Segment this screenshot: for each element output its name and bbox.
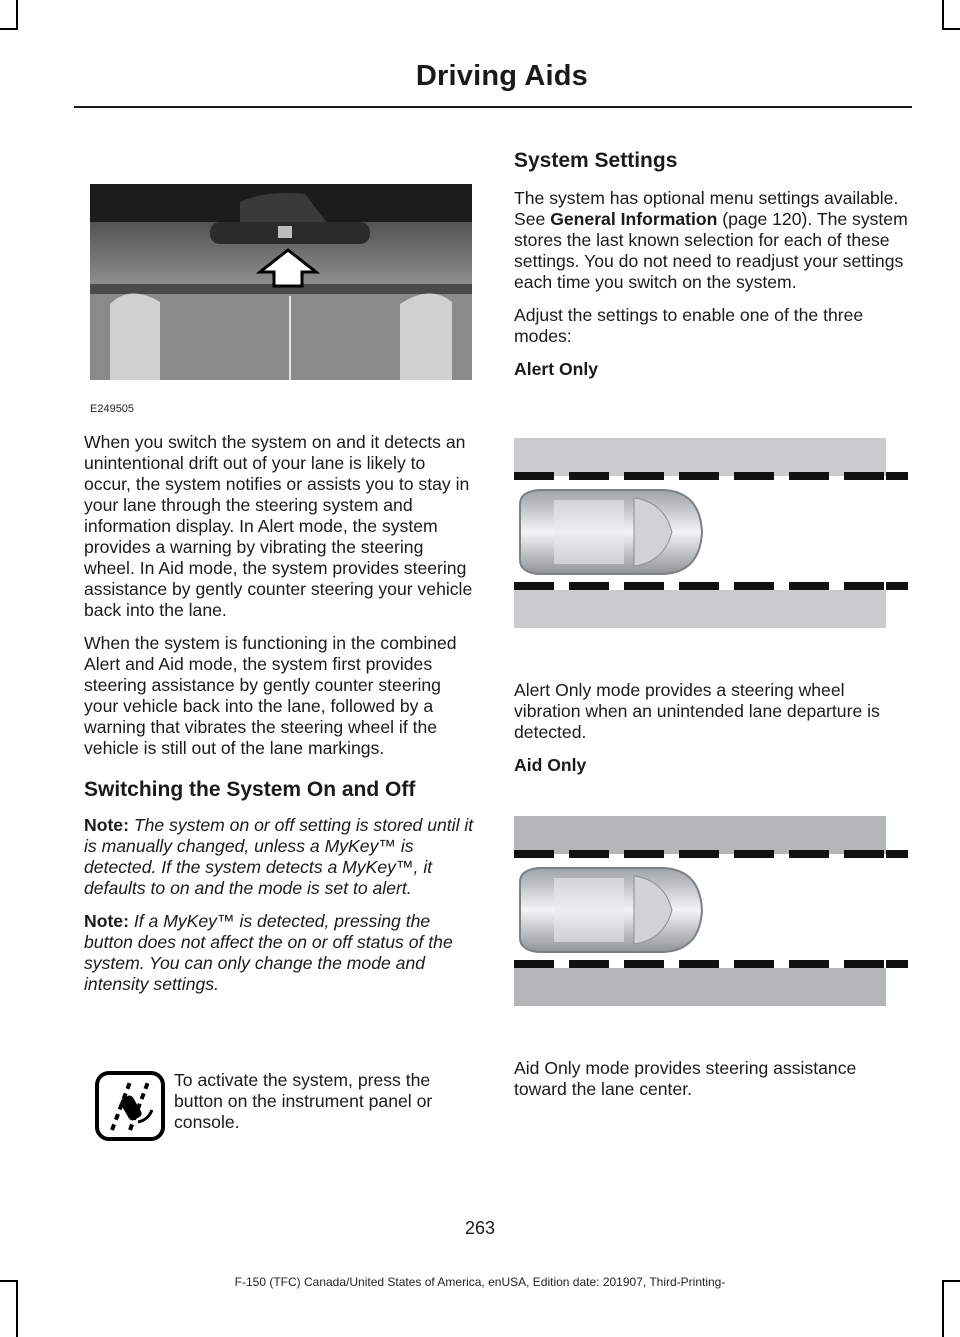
lane-keeping-button-icon	[94, 1070, 166, 1142]
alert-lane-image	[514, 438, 908, 628]
lane-keeping-icon	[94, 1070, 166, 1142]
aid-only-figure	[514, 816, 908, 1006]
switching-heading: Switching the System On and Off	[84, 778, 416, 801]
activate-text-block	[174, 1070, 476, 1145]
aid-only-heading: Aid Only	[514, 755, 587, 775]
note-1	[84, 815, 476, 899]
settings-paragraph	[514, 188, 908, 293]
page-title: Driving Aids	[415, 60, 588, 92]
alert-only-heading: Alert Only	[514, 359, 599, 379]
figure-code: E249505	[90, 403, 135, 415]
crop-mark	[942, 0, 944, 30]
note-1-text: The system on or off setting is stored until it is manually changed, unless a MyKey™ is detected. If the system detects a MyKey™, it defaults to on and the mode is set to alert.	[84, 815, 474, 898]
right-column-bottom	[514, 1058, 908, 1112]
settings-text-a: The system has optional menu settings available. See	[514, 188, 899, 229]
note-2	[84, 911, 476, 995]
intro-paragraph: When you switch the system on and it detects an unintentional drift out of your lane is likely to occur, the system notifies or assists you to stay in your lane through the steering system and information display. In Alert mode, the system provides a warning by vibrating the steering wheel. In Aid mode, the system provides steering assistance by gently counter steering your vehicle back into the lane.	[84, 432, 473, 620]
modes-paragraph: Adjust the settings to enable one of the three modes:	[514, 305, 864, 346]
page-number: 263	[464, 1218, 496, 1238]
combined-mode-paragraph: When the system is functioning in the combined Alert and Aid mode, the system first provides steering assistance by gently counter steering your vehicle back into the lane, followed by a warning that vibrates the steering wheel if the vehicle is still out of the lane markings.	[84, 633, 457, 758]
activate-paragraph: To activate the system, press the button on the instrument panel or console.	[174, 1070, 433, 1132]
system-settings-heading: System Settings	[514, 149, 678, 172]
aid-only-description: Aid Only mode provides steering assistance toward the lane center.	[514, 1058, 857, 1099]
right-column-mid	[514, 680, 908, 788]
alert-only-figure	[514, 438, 908, 628]
aid-lane-image	[514, 816, 908, 1006]
windshield-camera-image	[90, 184, 472, 380]
crop-mark	[942, 28, 960, 30]
note-1-label: Note:	[84, 815, 129, 835]
left-column	[84, 432, 476, 1007]
crop-mark	[16, 0, 18, 30]
crop-mark	[0, 28, 18, 30]
footer-edition: F-150 (TFC) Canada/United States of America, enUSA, Edition date: 201907, Third-Printing-	[234, 1275, 726, 1289]
right-column-top	[514, 148, 908, 392]
note-2-text: If a MyKey™ is detected, pressing the button does not affect the on or off status of the system. You can only change the mode and intensity settings.	[84, 911, 453, 994]
settings-text-b: (page 120). The system stores the last known selection for each of these settings. You do not need to readjust your settings each time you switch on the system.	[514, 209, 908, 292]
header-divider	[74, 106, 912, 108]
alert-only-description: Alert Only mode provides a steering wheel vibration when an unintended lane departure is detected.	[514, 680, 880, 742]
general-information-link[interactable]: General Information	[550, 209, 718, 229]
note-2-label: Note:	[84, 911, 129, 931]
windshield-camera-figure	[90, 184, 472, 415]
